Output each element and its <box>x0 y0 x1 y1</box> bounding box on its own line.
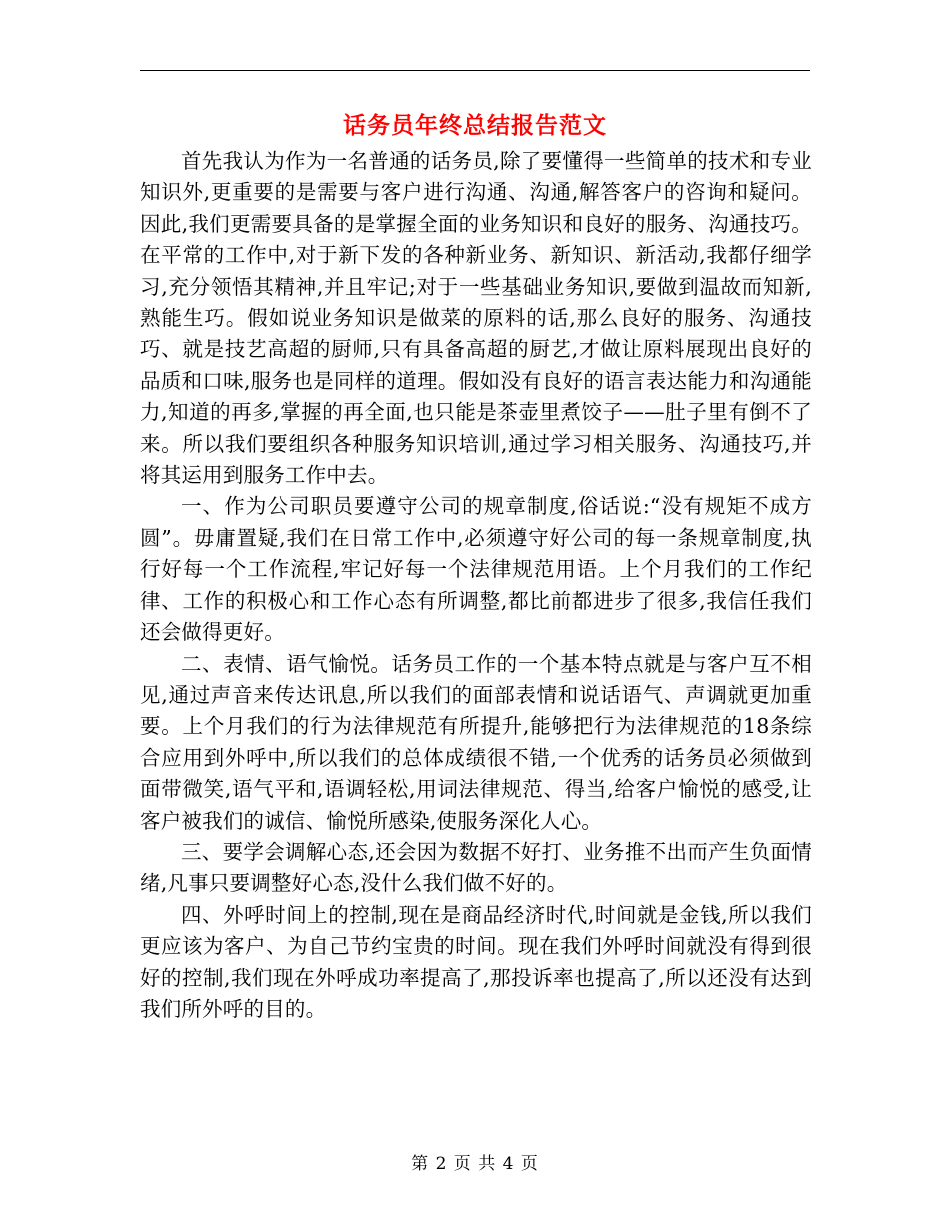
document-body <box>140 146 812 1025</box>
paragraph-intro: 首先我认为作为一名普通的话务员,除了要懂得一些简单的技术和专业知识外,更重要的是需要与客户进行沟通、沟通,解答客户的咨询和疑问。因此,我们更需要具备的是掌握全面的业务知识和良好的服务、沟通技巧。在平常的工作中,对于新下发的各种新业务、新知识、新活动,我都仔细学习,充分领悟其精神,并且牢记;对于一些基础业务知识,要做到温故而知新,熟能生巧。假如说业务知识是做菜的原料的话,那么良好的服务、沟通技巧、就是技艺高超的厨师,只有具备高超的厨艺,才做让原料展现出良好的品质和口味,服务也是同样的道理。假如没有良好的语言表达能力和沟通能力,知道的再多,掌握的再全面,也只能是茶壶里煮饺子——肚子里有倒不了来。所以我们要组织各种服务知识培训,通过学习相关服务、沟通技巧,并将其运用到服务工作中去。 <box>140 149 812 488</box>
paragraph-rules: 一、作为公司职员要遵守公司的规章制度,俗话说:“没有规矩不成方圆”。毋庸置疑,我们在日常工作中,必须遵守好公司的每一条规章制度,执行好每一个工作流程,牢记好每一个法律规范用语。上个月我们的工作纪律、工作的积极心和工作心态有所调整,都比前都进步了很多,我信任我们还会做得更好。 <box>140 494 812 645</box>
document-title: 话务员年终总结报告范文 <box>343 112 607 139</box>
paragraph-tone: 二、表情、语气愉悦。话务员工作的一个基本特点就是与客户互不相见,通过声音来传达讯息,所以我们的面部表情和说话语气、声调就更加重要。上个月我们的行为法律规范有所提升,能够把行为法律规范的18条综合应用到外呼中,所以我们的总体成绩很不错,一个优秀的话务员必须做到面带微笑,语气平和,语调轻松,用词法律规范、得当,给客户愉悦的感受,让客户被我们的诚信、愉悦所感染,使服务深化人心。 <box>140 651 812 833</box>
header-rule <box>140 70 810 71</box>
page-number: 第 2 页 共 4 页 <box>411 1154 539 1174</box>
paragraph-mindset: 三、要学会调解心态,还会因为数据不好打、业务推不出而产生负面情绪,凡事只要调整好心态,没什么我们做不好的。 <box>140 839 812 896</box>
paragraph-time-control: 四、外呼时间上的控制,现在是商品经济时代,时间就是金钱,所以我们更应该为客户、为自己节约宝贵的时间。现在我们外呼时间就没有得到很好的控制,我们现在外呼成功率提高了,那投诉率也提高了,所以还没有达到我们所外呼的目的。 <box>140 902 812 1021</box>
